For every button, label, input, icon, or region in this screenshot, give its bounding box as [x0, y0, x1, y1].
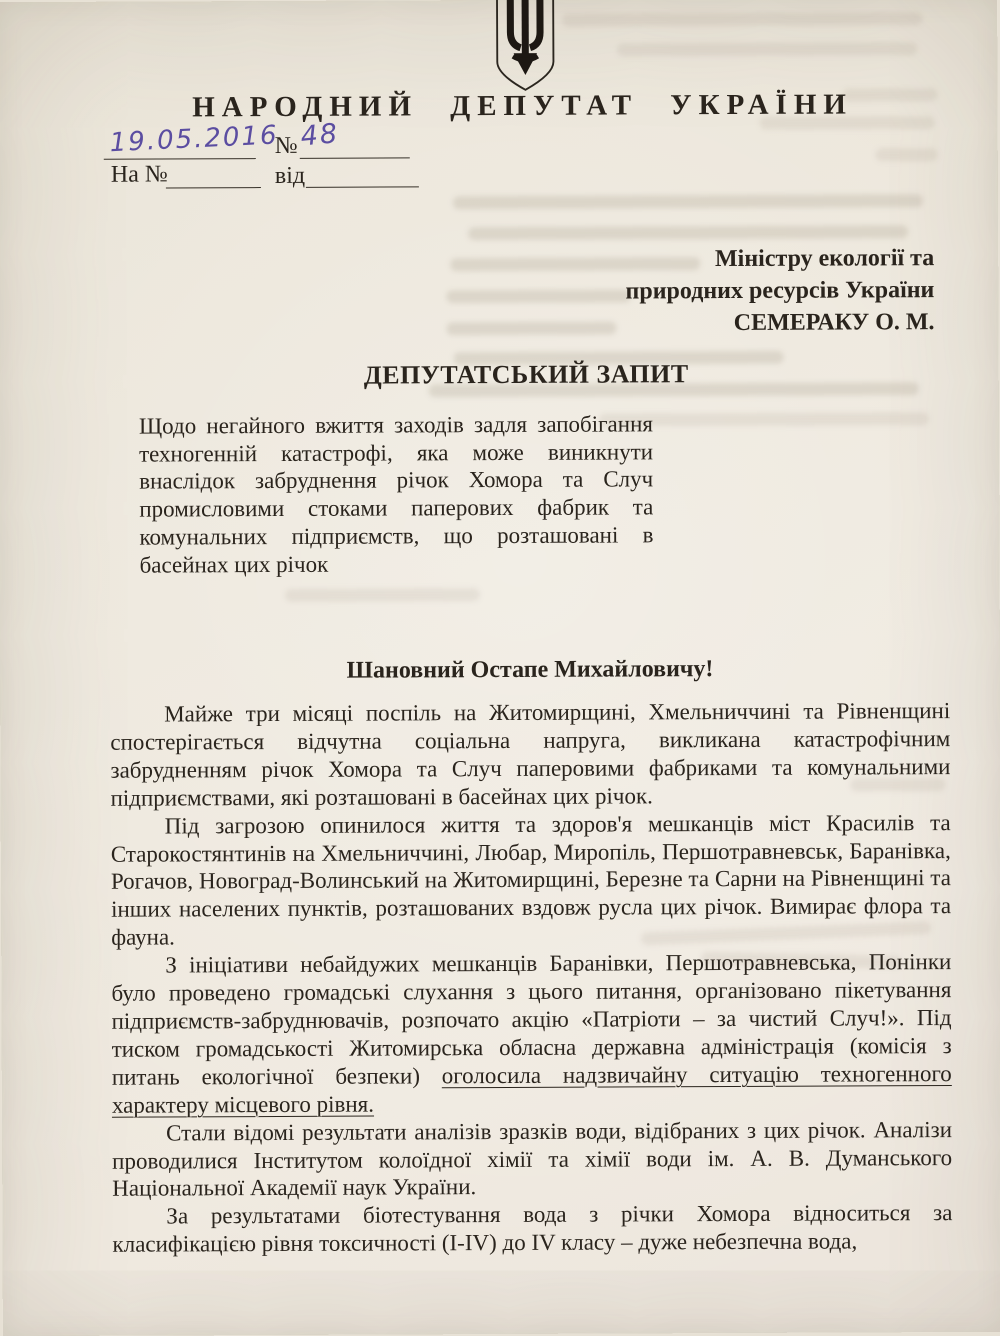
ukraine-trident-emblem-icon	[486, 0, 564, 96]
date-blank-line	[104, 158, 256, 160]
bleed-through-line	[876, 148, 938, 161]
salutation: Шановний Остапе Михайловичу!	[346, 656, 714, 684]
number-label: №	[274, 132, 298, 159]
bleed-through-line	[446, 289, 631, 303]
recipient-line: СЕМЕРАКУ О. М.	[733, 309, 935, 336]
handwritten-date: 19.05.2016	[109, 120, 280, 159]
handwritten-number: 48	[299, 118, 341, 153]
incoming-number-blank-line	[166, 187, 261, 188]
document-title: ДЕПУТАТСЬКИЙ ЗАПИТ	[363, 359, 689, 390]
from-label: від	[274, 162, 306, 189]
paragraph: За результатами біотестування вода з річки Хомора відноситься за класифікацією рівня токсичності (I-IV) до IV класу – дуже небезпечна вода,	[112, 1200, 953, 1257]
recipient-line: природних ресурсів України	[625, 277, 935, 305]
bleed-through-line	[446, 321, 616, 335]
incoming-number-label: На №	[110, 161, 168, 188]
letterhead-org-title: НАРОДНИЙ ДЕПУТАТ УКРАЇНИ	[192, 88, 853, 124]
paragraph: Стали відомі результати аналізів зразків води, відібраних з цих річок. Аналізи проводилися Інститутом колоїдної хімії та хімії води ім. А. В. Думанського Національної Академії наук України.	[112, 1116, 953, 1202]
paragraph	[111, 948, 952, 1119]
bleed-through-line	[285, 588, 480, 602]
recipient-line: Міністру екології та	[714, 245, 935, 273]
from-blank-line	[306, 186, 419, 187]
bleed-through-line	[453, 194, 923, 209]
paragraph: Майже три місяці поспіль на Житомирщині, Хмельниччині та Рівненщині спостерігається відчутна соціальна напруга, викликана катастрофічним забрудненням річок Хомора та Случ паперовими фабриками та комунальними підприємствами, які розташовані в басейнах цих річок.	[110, 698, 951, 811]
number-blank-line	[300, 157, 410, 158]
recipient-block	[625, 242, 934, 339]
underlined-phrase: оголосила надзвичайну ситуацію техногенного характеру місцевого рівня.	[111, 1060, 952, 1118]
paragraph-text: З ініціативи небайдужих мешканців Баранівки, Першотравневська, Понінки було проведено громадські слухання з цього питання, організовано пікетування підприємств-забруднювачів, розпочато акцію «Патріоти – за чистий Случ!». Під тиском громадськості Житомирська обласна державна адміністрація (комісія з питань екологічної безпеки)	[111, 949, 952, 1090]
letter-body	[110, 697, 952, 1259]
bleed-through-line	[562, 12, 922, 27]
bleed-through-line	[468, 225, 908, 240]
paragraph: Під загрозою опинилося життя та здоров'я мешканців міст Красилів та Старокостянтинів на Хмельниччині, Любар, Миропіль, Першотравневськ, Баранівка, Рогачов, Новоград-Волинський на Житомирщині, Березне та Сарни на Рівненщині та інших населених пунктів, розташованих вздовж русла цих річок. Вимирає флора та фауна.	[110, 809, 952, 950]
subject-block: Щодо негайного вжиття заходів задля запобігання техногенній катастрофі, яка може виникнути внаслідок забруднення річок Хомора та Случ промисловими стоками паперових фабрик та комунальних підприємств, що розташовані в басейнах цих річок	[138, 411, 654, 578]
bleed-through-line	[617, 42, 917, 56]
